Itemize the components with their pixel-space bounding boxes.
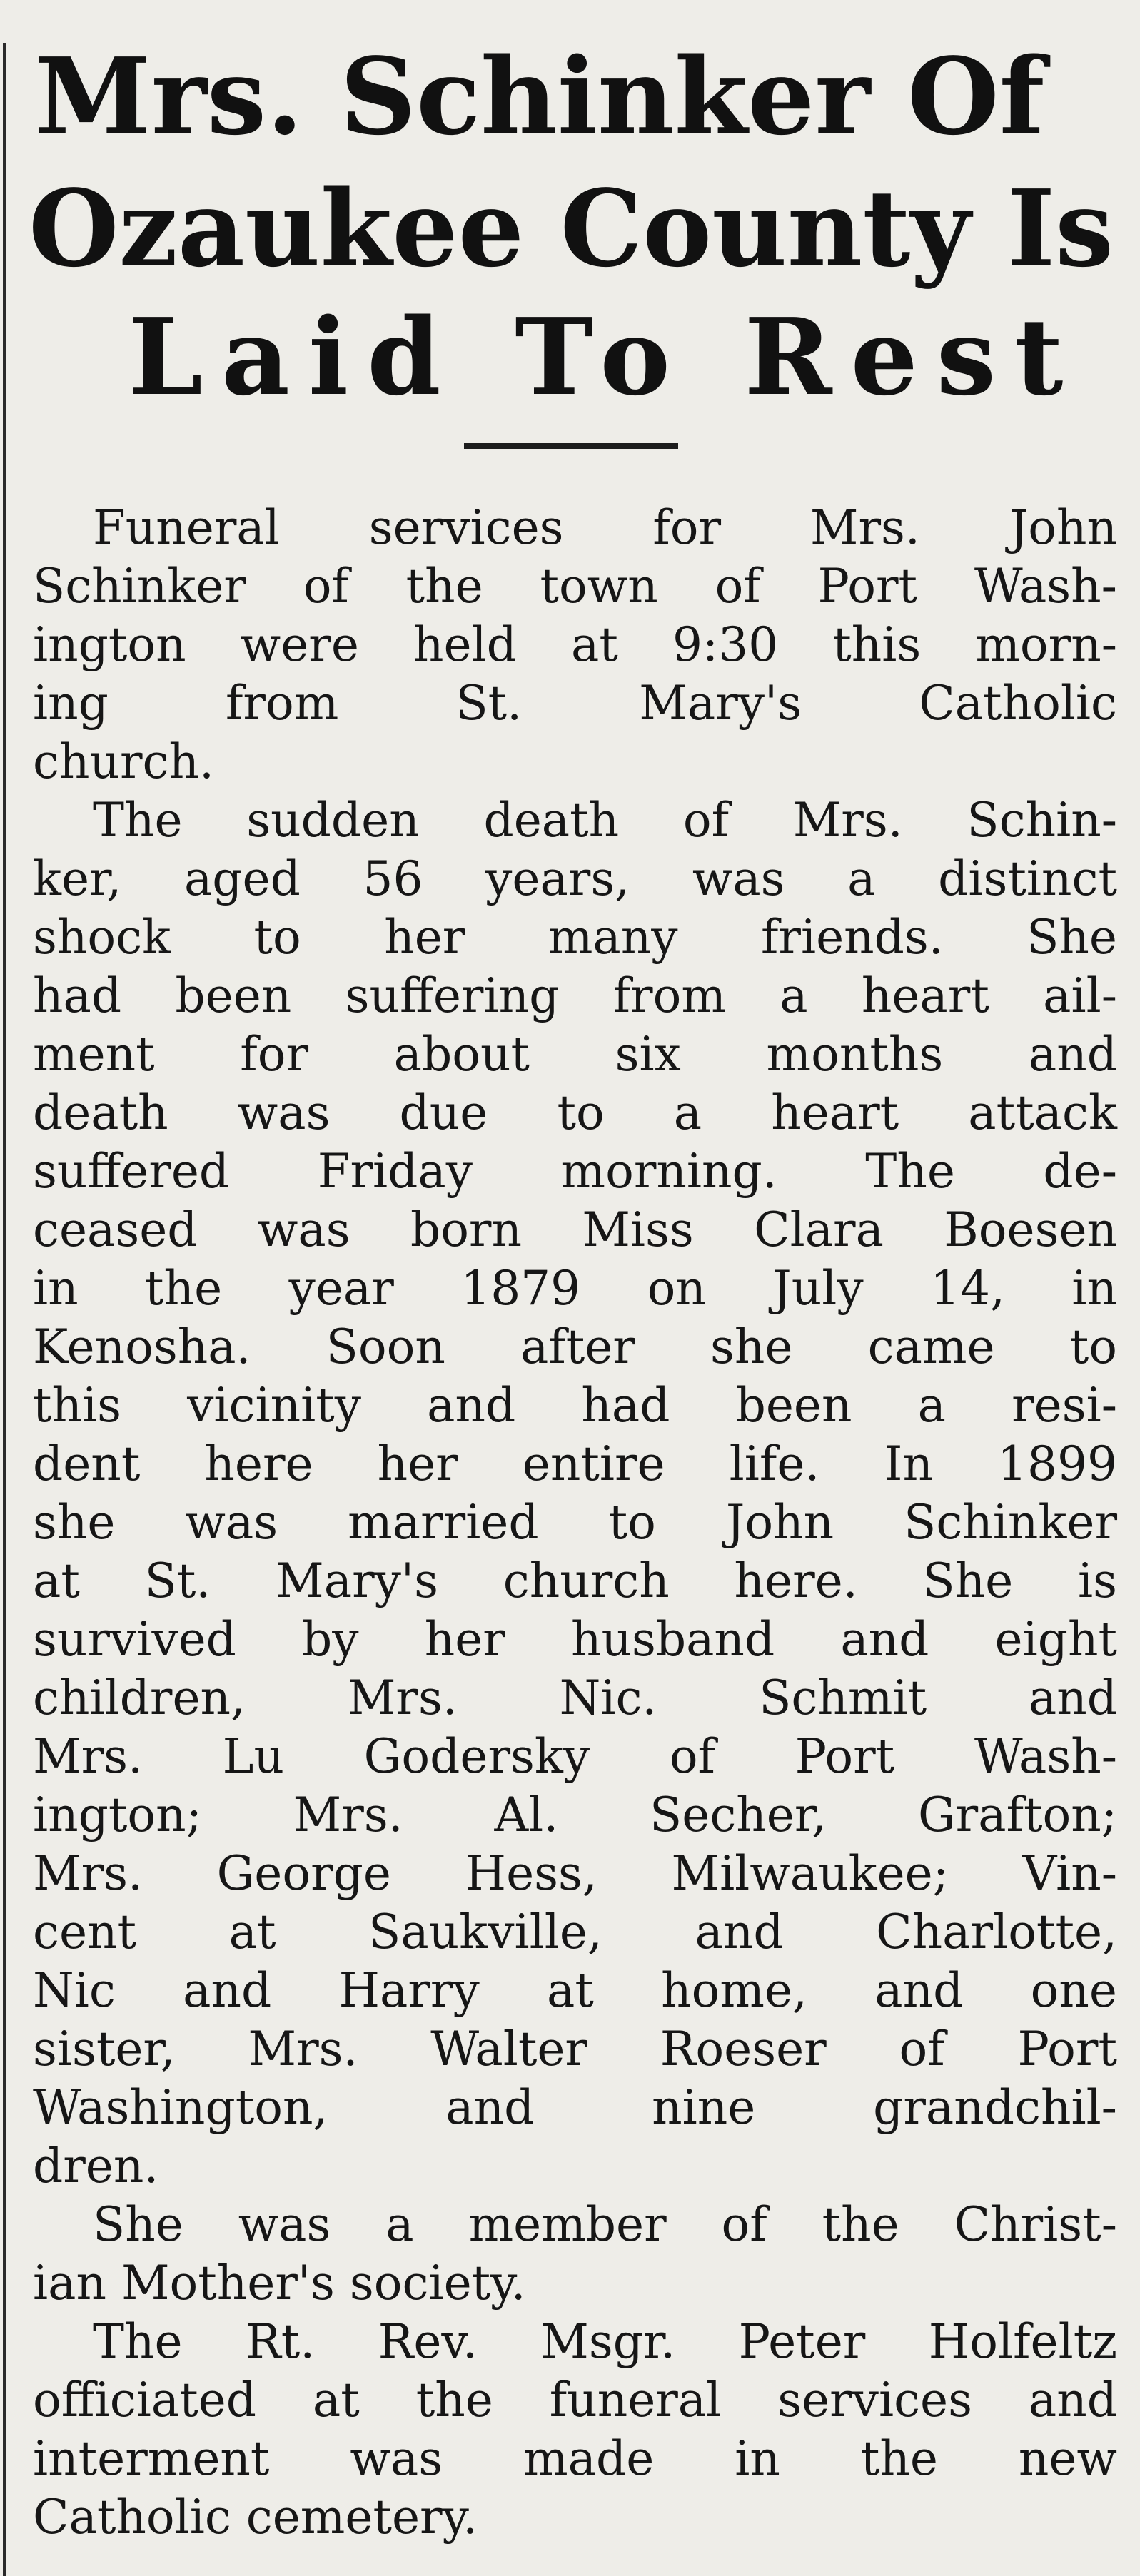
body-line: Schinker of the town of Port Wash- (33, 559, 1117, 614)
body-line: this vicinity and had been a resi- (33, 1378, 1117, 1433)
body-line: ing from St. Mary's Catholic (33, 676, 1118, 731)
body-line: Funeral services for Mrs. John (93, 500, 1117, 555)
body-line: The Rt. Rev. Msgr. Peter Holfeltz (93, 2314, 1118, 2369)
body-line: Catholic cemetery. (33, 2490, 478, 2545)
body-line: ington; Mrs. Al. Secher, Grafton; (33, 1788, 1118, 1842)
body-line: ington were held at 9:30 this morn- (33, 617, 1118, 672)
headline-divider (464, 443, 678, 449)
headline-line-1: Mrs. Schinker Of (34, 34, 1045, 158)
headline-line-2: Ozaukee County Is (29, 166, 1114, 290)
body-line: in the year 1879 on July 14, in (33, 1261, 1118, 1316)
body-line: children, Mrs. Nic. Schmit and (33, 1670, 1118, 1725)
body-line: ker, aged 56 years, was a distinct (33, 851, 1117, 906)
body-line: interment was made in the new (33, 2431, 1117, 2486)
column-rule (3, 43, 6, 2576)
headline-line-3: Laid To Rest (128, 295, 1082, 419)
body-line: cent at Saukville, and Charlotte, (33, 1905, 1118, 1959)
body-line: church. (33, 734, 214, 789)
body-line: dren. (33, 2139, 159, 2194)
body-line: sister, Mrs. Walter Roeser of Port (33, 2022, 1117, 2076)
body-line: had been suffering from a heart ail- (33, 968, 1118, 1023)
body-line: Kenosha. Soon after she came to (33, 1319, 1117, 1374)
body-line: Mrs. George Hess, Milwaukee; Vin- (33, 1846, 1117, 1901)
body-line: ceased was born Miss Clara Boesen (33, 1202, 1118, 1257)
body-line: Nic and Harry at home, and one (33, 1963, 1117, 2018)
body-line: The sudden death of Mrs. Schin- (93, 793, 1118, 848)
body-line: survived by her husband and eight (33, 1612, 1117, 1667)
body-line: suffered Friday morning. The de- (33, 1144, 1118, 1199)
body-line: at St. Mary's church here. She is (33, 1553, 1118, 1608)
body-line: she was married to John Schinker (33, 1495, 1118, 1550)
body-line: ian Mother's society. (33, 2256, 526, 2311)
body-line: dent here her entire life. In 1899 (33, 1436, 1118, 1491)
body-line: ment for about six months and (33, 1027, 1117, 1082)
body-line: officiated at the funeral services and (33, 2373, 1118, 2428)
body-line: She was a member of the Christ- (93, 2197, 1117, 2252)
body-line: Washington, and nine grandchil- (33, 2080, 1117, 2135)
body-line: shock to her many friends. She (33, 910, 1117, 965)
body-line: death was due to a heart attack (33, 1085, 1117, 1140)
body-line: Mrs. Lu Godersky of Port Wash- (33, 1729, 1118, 1784)
